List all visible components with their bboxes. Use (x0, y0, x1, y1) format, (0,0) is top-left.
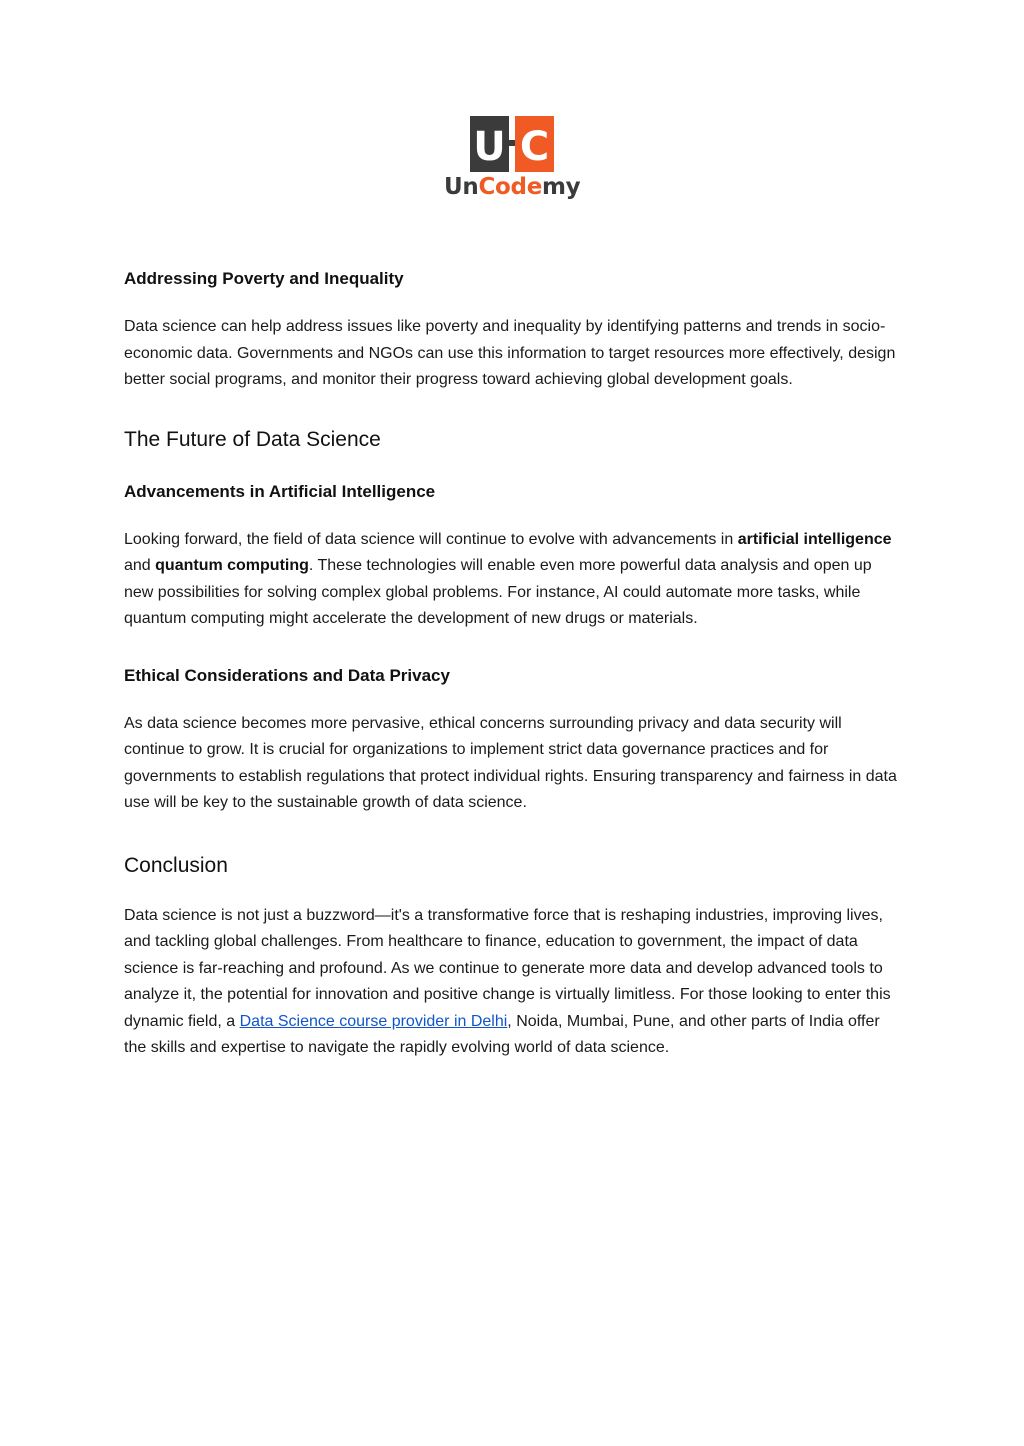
course-provider-link[interactable]: Data Science course provider in Delhi (239, 1012, 508, 1030)
uncodemy-logo (440, 116, 582, 208)
future-heading: The Future of Data Science (124, 427, 381, 451)
conclusion-paragraph (124, 903, 899, 1062)
logo-mark-letter-left: U (473, 124, 506, 170)
ai-heading: Advancements in Artificial Intelligence (124, 481, 436, 501)
ai-bold-quantum-computing: quantum computing (155, 557, 309, 574)
ai-paragraph (124, 527, 899, 633)
logo-word-part-2: Code (478, 174, 542, 200)
logo-word-part-1: Un (444, 174, 479, 200)
logo-word-part-3: my (542, 174, 581, 200)
conclusion-text-2: , Noida, Mumbai, Pune, and other parts of India offer the skills and expertise to navigate the rapidly evolving world of data science. (124, 1012, 880, 1056)
ai-text-2: and (124, 557, 156, 574)
ai-text-1: Looking forward, the field of data science will continue to evolve with advancements in (124, 530, 738, 548)
ethics-heading: Ethical Considerations and Data Privacy (124, 665, 450, 685)
ethics-paragraph: As data science becomes more pervasive, ethical concerns surrounding privacy and data security will continue to grow. It is crucial for organizations to implement strict data governance practices and for governments to establish regulations that protect individual rights. Ensuring transparency and fairness in data use will be key to the sustainable growth of data science. (124, 714, 897, 811)
uc-logo-mark (470, 116, 554, 172)
document-body (124, 266, 899, 1062)
ai-bold-artificial-intelligence: artificial intelligence (737, 530, 892, 548)
poverty-paragraph: Data science can help address issues like poverty and inequality by identifying patterns and trends in socio-economic data. Governments and NGOs can use this information to target resources more effectively, design better social programs, and monitor their progress toward achieving global development goals. (124, 318, 896, 388)
logo-wordmark (444, 174, 584, 200)
conclusion-heading: Conclusion (124, 853, 228, 877)
poverty-heading: Addressing Poverty and Inequality (124, 269, 404, 288)
conclusion-text-1: Data science is not just a buzzword—it's a transformative force that is reshaping industries, improving lives, and tackling global challenges. From healthcare to finance, education to government, the impact of data science is far-reaching and profound. As we continue to generate more data and develop advanced tools to analyze it, the potential for innovation and positive change is virtually limitless. For those looking to enter this dynamic field, a (124, 906, 891, 1030)
ai-text-3: . These technologies will enable even more powerful data analysis and open up new possibilities for solving complex global problems. For instance, AI could automate more tasks, while quantum computing might accelerate the development of new drugs or materials. (124, 557, 872, 627)
logo-mark-letter-right: C (519, 124, 550, 170)
